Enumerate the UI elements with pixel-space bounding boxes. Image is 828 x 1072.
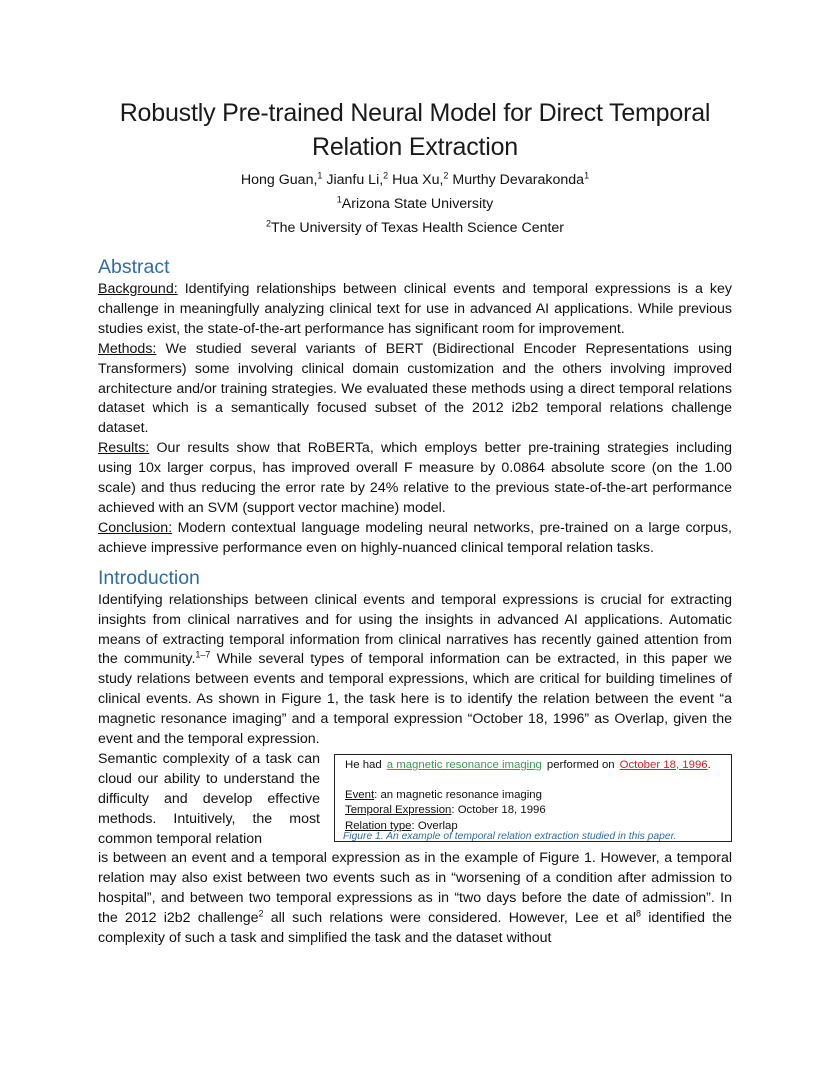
background-label: Background: (98, 281, 178, 297)
figure-sentence-prefix: He had (345, 758, 382, 771)
figure-example-sentence (345, 758, 711, 774)
intro-text: While several types of temporal information can be extracted, in this paper we study relations between events and temporal expressions, which are critical for building timelines of clinical events. As shown in Figure 1, the task here is to identify the relation between the event “a magnetic resonance imaging” and a temporal expression “October 18, 1996” as Overlap, given the event and the temporal expression. (98, 651, 732, 748)
results-text: Our results show that RoBERTa, which employs better pre-training strategies including using 10x larger corpus, has improved overall F measure by 0.0864 absolute score (on the 1.00 scale) and thus reducing the error rate by 24% relative to the previous state-of-the-art performance achieved with an SVM (support vector machine) model. (98, 440, 732, 516)
figure-relation-label: Relation type (345, 819, 412, 832)
author-list (98, 168, 732, 192)
affiliation (98, 192, 732, 216)
abstract-background (98, 280, 732, 340)
figure-caption: Figure 1. An example of temporal relation extraction studied in this paper. (343, 830, 677, 842)
author-affiliation-mark: 1 (317, 170, 323, 181)
methods-label: Methods: (98, 340, 157, 357)
intro-text: is between an event and a temporal expression as in the example of Figure 1. However, a temporal relation may also exist between two events such as in “worsening of a condition after admission to hospital”, and between two temporal expressions as in “two days before the date of admission”. In the 2012 i2b2 challenge (98, 850, 732, 927)
figure-temporal-label: Temporal Expression (345, 804, 452, 817)
abstract-conclusion (98, 519, 732, 559)
figure-event-value: : an magnetic resonance imaging (374, 788, 542, 801)
affiliation-mark: 2 (265, 218, 271, 229)
author-name: Jianfu Li, (326, 172, 384, 188)
conclusion-label: Conclusion: (98, 519, 173, 536)
figure-event-line (345, 788, 546, 804)
affiliation-mark: 1 (336, 194, 342, 205)
intro-text: Identifying relationships between clinical events and temporal expressions is crucial for extracting insights from clinical narratives and for using the insights in advanced AI applications. Automatic means of extracting temporal information from clinical narratives has recently gained attention from the community. (98, 591, 732, 668)
abstract-results (98, 439, 732, 519)
intro-text: all such relations were considered. However, Lee et al (263, 910, 637, 927)
wrapped-paragraph: Semantic complexity of a task can cloud our ability to understand the difficulty and develop effective methods. Intuitively, the most common temporal relation (98, 750, 320, 847)
introduction-paragraph-2 (98, 849, 732, 949)
figure-event-span: a magnetic resonance imaging (386, 758, 542, 771)
figure-time-span: October 18, 1996 (619, 758, 708, 771)
author-name: Murthy Devarakonda (452, 172, 585, 188)
conclusion-text: Modern contextual language modeling neural networks, pre-trained on a large corpus, achieve impressive performance even on highly-nuanced clinical temporal relation tasks. (98, 519, 732, 556)
affiliation-name: The University of Texas Health Science Center (270, 220, 565, 236)
author-affiliation-mark: 2 (383, 170, 389, 181)
figure-1 (334, 754, 732, 842)
paper-page (98, 96, 732, 949)
introduction-paragraph (98, 591, 732, 750)
abstract-heading: Abstract (98, 256, 170, 278)
citation-mark: 8 (636, 908, 642, 919)
author-name: Hong Guan, (240, 172, 318, 188)
citation-mark: 1–7 (195, 649, 211, 660)
affiliation-name: Arizona State University (341, 196, 494, 212)
author-name: Hua Xu, (392, 172, 444, 188)
figure-annotation-lines (345, 788, 546, 835)
introduction-heading: Introduction (98, 566, 200, 589)
author-affiliation-mark: 2 (443, 170, 449, 181)
abstract-methods (98, 340, 732, 440)
figure-sentence-middle: performed on (546, 758, 615, 771)
figure-temporal-value: : October 18, 1996 (451, 804, 546, 817)
figure-temporal-line (345, 803, 546, 819)
citation-mark: 2 (258, 908, 264, 919)
results-label: Results: (98, 440, 150, 457)
intro-text: identified the complexity of such a task and simplified the task and the dataset without (98, 910, 732, 947)
figure-sentence-end: . (707, 758, 711, 771)
background-text: Identifying relationships between clinical events and temporal expressions is a key challenge in meaningfully analyzing clinical text for use in advanced AI applications. While previous studies exist, the state-of-the-art performance has significant room for improvement. (98, 281, 732, 337)
figure-event-label: Event (345, 788, 375, 801)
author-affiliation-mark: 1 (584, 170, 590, 181)
figure-wrap-block (98, 750, 732, 850)
methods-text: We studied several variants of BERT (Bidirectional Encoder Representations using Transformers) some involving clinical domain customization and the others involving improved architecture and/or training strategies. We evaluated these methods using a direct temporal relations dataset which is a semantically focused subset of the 2012 i2b2 temporal relations challenge dataset. (98, 340, 732, 437)
figure-relation-value: : Overlap (411, 819, 458, 832)
affiliation (98, 216, 732, 240)
paper-title: Robustly Pre-trained Neural Model for Direct Temporal Relation Extraction (119, 99, 711, 161)
